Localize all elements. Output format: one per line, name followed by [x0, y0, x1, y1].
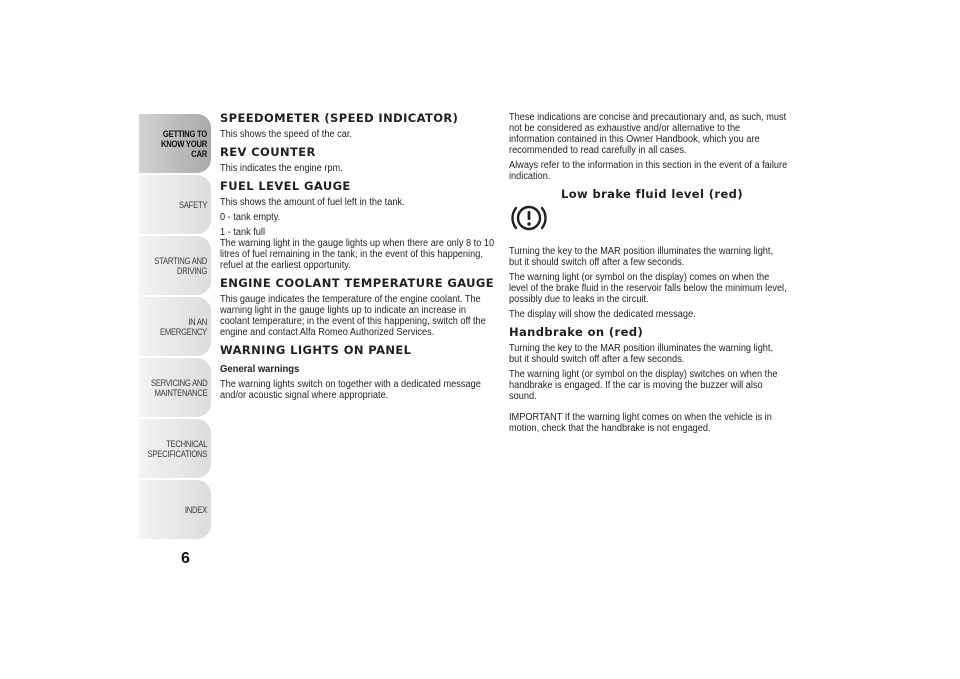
tab-label: STARTING AND DRIVING — [154, 255, 207, 276]
intro-note: Always refer to the information in this section in the event of a failure indication. — [509, 160, 788, 182]
general-warnings-text: The warning lights switch on together with a dedicated message and/or acoustic signal where appropriate. — [220, 379, 481, 401]
tab-safety[interactable] — [139, 175, 211, 234]
rev-counter-text: This indicates the engine rpm. — [220, 163, 343, 174]
tab-label: INDEX — [184, 504, 207, 515]
warning-lights-heading: WARNING LIGHTS ON PANEL — [220, 343, 412, 357]
rev-counter-heading: REV COUNTER — [220, 145, 316, 159]
tab-servicing-and-maintenance[interactable] — [139, 358, 211, 417]
tab-label: IN AN EMERGENCY — [159, 316, 207, 337]
tab-label: SAFETY — [178, 199, 207, 210]
brake-fluid-heading: Low brake fluid level (red) — [561, 187, 743, 201]
brake-fluid-text-3: The display will show the dedicated message. — [509, 309, 696, 320]
left-column — [220, 112, 500, 401]
tab-index[interactable] — [139, 480, 211, 539]
coolant-gauge-text: This gauge indicates the temperature of the engine coolant. The warning light in the gauge lights up to indicate an increase in coolant temperature; in the event of this happening, switch off the engine and contact Alfa Romeo Authorized Services. — [220, 294, 486, 338]
tab-label: TECHNICAL SPECIFICATIONS — [147, 438, 207, 459]
speedometer-text: This shows the speed of the car. — [220, 129, 352, 140]
fuel-gauge-text: This shows the amount of fuel left in the tank. — [220, 197, 405, 208]
fuel-gauge-full: 1 - tank full — [220, 227, 266, 238]
fuel-gauge-heading: FUEL LEVEL GAUGE — [220, 179, 351, 193]
brake-fluid-text-2: The warning light (or symbol on the display) comes on when the level of the brake fluid in the reservoir falls below the minimum level, possibly due to leaks in the circuit. — [509, 272, 787, 305]
tab-technical-specifications[interactable] — [139, 419, 211, 478]
tab-label: GETTING TO KNOW YOUR CAR — [160, 128, 207, 159]
intro-text: These indications are concise and precautionary and, as such, must not be considered as exhaustive and/or alternative to the information contained in this Owner Handbook, which you are recommended to read carefully in all cases. — [509, 112, 787, 156]
general-warnings-heading: General warnings — [220, 363, 300, 375]
right-column — [509, 112, 789, 434]
brake-warning-icon — [509, 198, 549, 238]
brake-fluid-warning — [509, 186, 789, 246]
fuel-gauge-empty: 0 - tank empty. — [220, 212, 281, 223]
brake-fluid-text-1: Turning the key to the MAR position illuminates the warning light, but it should switch off after a few seconds. — [509, 246, 774, 268]
handbrake-text-2: The warning light (or symbol on the display) switches on when the handbrake is engaged. If the car is moving the buzzer will also sound. — [509, 369, 778, 402]
page-number: 6 — [181, 550, 190, 567]
speedometer-heading: SPEEDOMETER (SPEED INDICATOR) — [220, 111, 459, 125]
chapter-tabs — [139, 114, 211, 541]
tab-getting-to-know-your-car[interactable] — [139, 114, 211, 173]
coolant-gauge-heading: ENGINE COOLANT TEMPERATURE GAUGE — [220, 276, 494, 290]
fuel-gauge-warning: The warning light in the gauge lights up when there are only 8 to 10 litres of fuel remaining in the tank; in the event of this happening, refuel at the earliest opportunity. — [220, 238, 495, 271]
tab-label: SERVICING AND MAINTENANCE — [150, 377, 207, 398]
tab-starting-and-driving[interactable] — [139, 236, 211, 295]
important-note: IMPORTANT If the warning light comes on when the vehicle is in motion, check that the handbrake is not engaged. — [509, 412, 772, 434]
tab-in-an-emergency[interactable] — [139, 297, 211, 356]
handbrake-heading: Handbrake on (red) — [509, 325, 644, 339]
handbrake-text-1: Turning the key to the MAR position illuminates the warning light, but it should switch off after a few seconds. — [509, 343, 774, 365]
